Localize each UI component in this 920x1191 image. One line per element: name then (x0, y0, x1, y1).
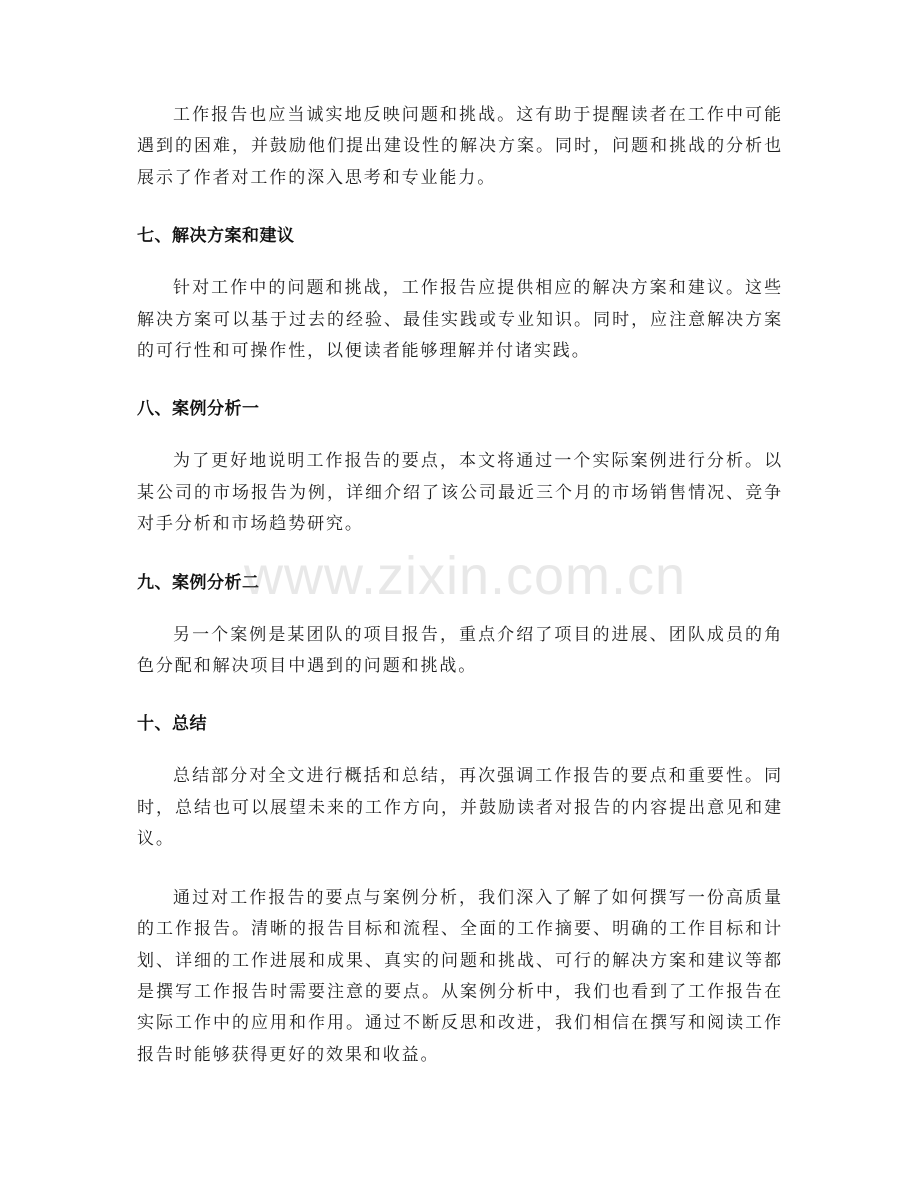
document-body (137, 100, 783, 1071)
heading-section-7: 七、解决方案和建议 (137, 226, 295, 247)
heading-section-8: 八、案例分析一 (137, 399, 260, 420)
paragraph-summary: 总结部分对全文进行概括和总结，再次强调工作报告的要点和重要性。同时，总结也可以展望未来的工作方向，并鼓励读者对报告的内容提出意见和建议。 (137, 766, 783, 850)
paragraph-solutions: 针对工作中的问题和挑战，工作报告应提供相应的解决方案和建议。这些解决方案可以基于过去的经验、最佳实践或专业知识。同时，应注意解决方案的可行性和可操作性，以便读者能够理解并付诸实践。 (137, 278, 783, 362)
paragraph-problems-challenges: 工作报告也应当诚实地反映问题和挑战。这有助于提醒读者在工作中可能遇到的困难，并鼓励他们提出建设性的解决方案。同时，问题和挑战的分析也展示了作者对工作的深入思考和专业能力。 (137, 105, 783, 188)
heading-section-9: 九、案例分析二 (137, 572, 260, 593)
paragraph-case-two: 另一个案例是某团队的项目报告，重点介绍了项目的进展、团队成员的角色分配和解决项目中遇到的问题和挑战。 (137, 624, 783, 677)
watermark: www.zixin.com.cn (243, 546, 687, 606)
paragraph-conclusion: 通过对工作报告的要点与案例分析，我们深入了解了如何撰写一份高质量的工作报告。清晰的报告目标和流程、全面的工作摘要、明确的工作目标和计划、详细的工作进展和成果、真实的问题和挑战、可行的解决方案和建议等都是撰写工作报告时需要注意的要点。从案例分析中，我们也看到了工作报告在实际工作中的应用和作用。通过不断反思和改进，我们相信在撰写和阅读工作报告时能够获得更好的效果和收益。 (137, 887, 783, 1065)
heading-section-10: 十、总结 (137, 714, 207, 735)
paragraph-case-one: 为了更好地说明工作报告的要点，本文将通过一个实际案例进行分析。以某公司的市场报告为例，详细介绍了该公司最近三个月的市场销售情况、竞争对手分析和市场趋势研究。 (137, 451, 783, 535)
